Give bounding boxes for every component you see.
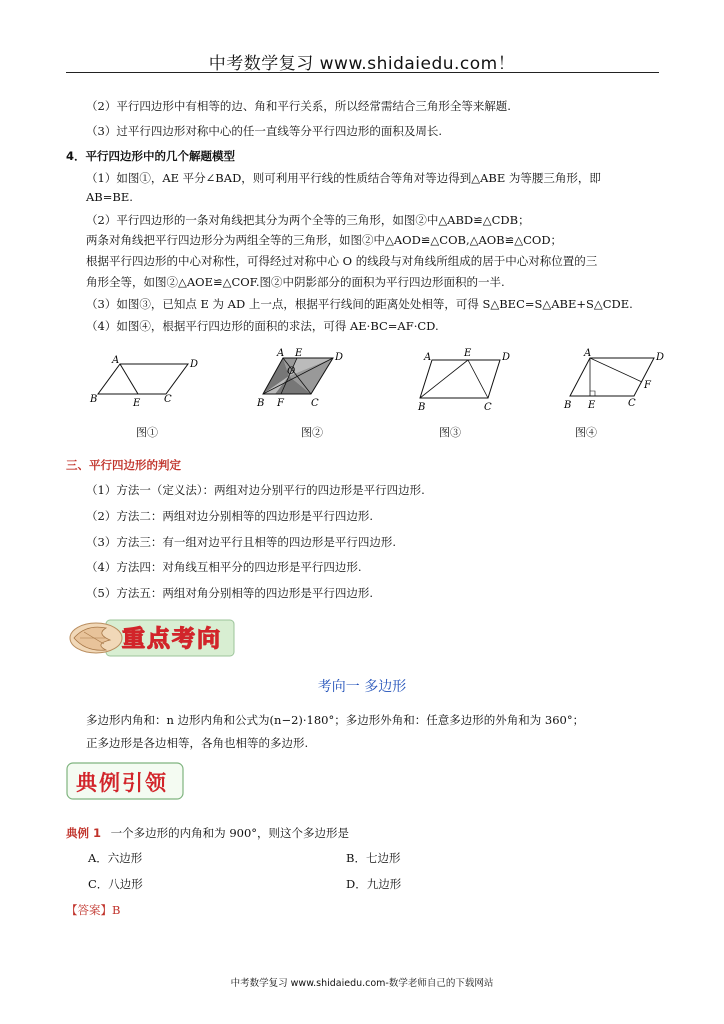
page-footer: 中考数学复习 www.shidaiedu.com-数学老师自己的下载网站 <box>230 978 494 989</box>
list-item: （2）方法二：两组对边分别相等的四边形是平行四边形. <box>86 509 373 523</box>
text-line: 正多边形是各边相等，各角也相等的多边形. <box>86 736 309 750</box>
fig4-label: E <box>588 400 596 411</box>
fig2-label: A <box>277 348 285 359</box>
answer-label: 【答案】 <box>66 903 112 917</box>
fig1-label: D <box>190 359 199 370</box>
fig2-label: C <box>311 398 319 409</box>
fig1-label: C <box>164 394 172 405</box>
banner-key-direction <box>66 614 238 660</box>
text-line: （2）平行四边形的一条对角线把其分为两个全等的三角形，如图②中△ABD≌△CDB； <box>86 213 530 227</box>
text-line: （3）过平行四边形对称中心的任一直线等分平行四边形的面积及周长. <box>86 124 442 138</box>
fig4-label: C <box>628 398 636 409</box>
question-text: 一个多边形的内角和为 900°，则这个多边形是 <box>110 826 350 840</box>
figure-caption: 图② <box>301 426 323 439</box>
list-item: （5）方法五：两组对角分别相等的四边形是平行四边形. <box>86 586 373 600</box>
fig2-label: F <box>277 398 284 409</box>
answer-value: B <box>112 903 121 917</box>
text-line: （3）如图③，已知点 E 为 AD 上一点，根据平行线间的距离处处相等，可得 S△BEC=S△ABE+S△CDE. <box>86 297 633 311</box>
option-b: B．七边形 <box>346 851 401 865</box>
fig2-label: O <box>287 366 296 377</box>
fig1-label: E <box>133 398 141 409</box>
figure-2 <box>253 346 343 412</box>
text-line: AB=BE. <box>86 190 133 204</box>
text-line: 角形全等，如图②△AOE≌△COF.图②中阴影部分的面积为平行四边形面积的一半. <box>86 275 505 289</box>
fig2-label: E <box>295 348 303 359</box>
fig2-label: B <box>257 398 265 409</box>
text-line: （2）平行四边形中有相等的边、角和平行关系，所以经常需结合三角形全等来解题. <box>86 99 511 113</box>
list-item: （1）方法一（定义法）：两组对边分别平行的四边形是平行四边形. <box>86 483 425 497</box>
fig4-label: A <box>584 348 592 359</box>
figure-caption: 图④ <box>575 426 597 439</box>
text-line: 多边形内角和：n 边形内角和公式为(n−2)·180°；多边形外角和：任意多边形的外角和为 360°； <box>86 713 585 727</box>
text-line: 根据平行四边形的中心对称性，可得经过对称中心 O 的线段与对角线所组成的居于中心对称位置的三 <box>86 254 598 268</box>
fig3-label: D <box>502 352 511 363</box>
list-item: （3）方法三：有一组对边平行且相等的四边形是平行四边形. <box>86 535 396 549</box>
fig3-label: C <box>484 402 492 413</box>
example-question <box>66 825 349 841</box>
text-line: （4）如图④，根据平行四边形的面积的求法，可得 AE·BC=AF·CD. <box>86 319 439 333</box>
fig4-label: B <box>564 400 572 411</box>
text-line: （1）如图①，AE 平分∠BAD，则可利用平行线的性质结合等角对等边得到△ABE 为等腰三角形，即 <box>86 171 601 185</box>
figure-3 <box>416 346 516 412</box>
fig1-label: A <box>112 355 120 366</box>
page-header: 中考数学复习 www.shidaiedu.com！ <box>208 54 516 74</box>
banner-examples <box>66 762 184 800</box>
figure-4 <box>562 346 665 412</box>
fig4-label: F <box>644 380 651 391</box>
section-title: 考向一 多边形 <box>317 679 407 695</box>
option-d: D．九边形 <box>346 877 402 891</box>
example-label: 典例 1 <box>66 826 102 840</box>
figure-caption: 图③ <box>439 426 461 439</box>
fig3-label: B <box>418 402 426 413</box>
fig4-label: D <box>656 352 665 363</box>
section-heading: 4．平行四边形中的几个解题模型 <box>66 149 235 163</box>
fig2-label: D <box>335 352 344 363</box>
list-item: （4）方法四：对角线互相平分的四边形是平行四边形. <box>86 560 362 574</box>
text-line: 两条对角线把平行四边形分为两组全等的三角形，如图②中△AOD≌△COB,△AOB≌△COD； <box>86 233 563 247</box>
fig1-label: B <box>90 394 98 405</box>
option-a: A．六边形 <box>88 851 143 865</box>
figure-caption: 图① <box>136 426 158 439</box>
banner-title: 典例引领 <box>76 770 168 795</box>
figure-1 <box>88 350 218 410</box>
fig3-label: E <box>464 348 472 359</box>
answer <box>66 902 120 918</box>
banner-title: 重点考向 <box>122 625 222 652</box>
fig3-label: A <box>424 352 432 363</box>
section-heading: 三、平行四边形的判定 <box>66 458 181 472</box>
header-rule <box>66 72 659 73</box>
option-c: C．八边形 <box>88 877 143 891</box>
